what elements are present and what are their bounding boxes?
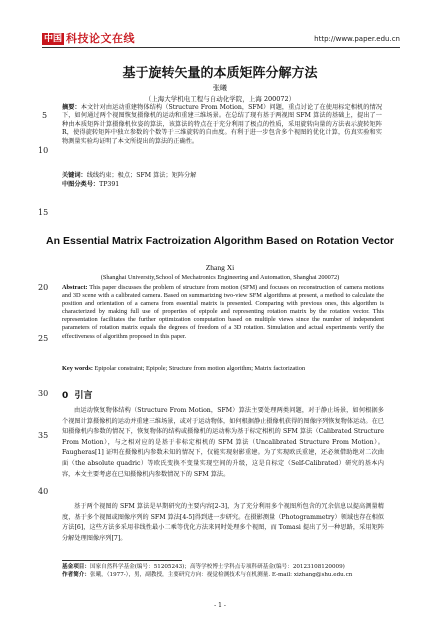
- keywords-label-en: Key words:: [62, 365, 93, 372]
- fund-text: 国家自然科学基金(编号：51205243)；高等学校博士学科点专项科研基金(编号：20123108120009): [89, 564, 345, 570]
- affiliation-cn: （上海大学机电工程与自动化学院，上海 200072）: [144, 95, 296, 103]
- line-number: 25: [38, 334, 49, 343]
- abstract-en: [62, 284, 384, 341]
- line-number: 10: [38, 146, 49, 155]
- abstract-label-cn: 摘要：: [62, 104, 81, 111]
- site-logo: [42, 33, 135, 45]
- page-number: - 1 -: [214, 602, 226, 609]
- line-number: 40: [38, 487, 49, 496]
- line-number: 35: [38, 431, 49, 440]
- section-number: 0: [62, 391, 69, 401]
- body-paragraph: 由运动恢复物体结构（Structure From Motion，SFM）算法主要处理两类问题，对于静止场景，如何根据多个视图计算摄像机的运动并重建三维场景，或对于运动物体，如何根据静止摄像机获得的图像序列恢复物体运动。在已知摄像机内参数的情况下，恢复物体的结构或摄像机的运动称为基于标定相机的 SFM 算法（Calibrated Structure From Motion），与之相对应的是基于非标定相机的 SFM 算法（Uncalibrated Structure From Motion）。Faugheras[1] 证明在摄像机内参数未知的情况下，仅能实现射影重建。为了实现欧氏重建，还必须借助绝对二次曲面（the absolute quadric）等欧氏变换不变量实现空间的升级，这是自标定（Self-Calibrated）研究的基本内容，本文主要考虑在已知摄像机内参数情况下的 SFM 算法。: [62, 407, 384, 478]
- abstract-cn: [62, 104, 382, 146]
- line-number: 30: [38, 389, 49, 398]
- clc-value: TP391: [99, 181, 120, 188]
- abstract-label-en: Abstract:: [62, 284, 88, 291]
- header-rule: [42, 47, 400, 48]
- footnote-fund: [62, 564, 384, 571]
- section-title: 引言: [74, 391, 93, 401]
- line-number: 15: [38, 208, 49, 217]
- body-paragraph: 基于两个视图的 SFM 算法是早期研究的主要内容[2-3]，为了充分利用多个视图所包含的冗余信息以提高测量精度，基于多个视图或图像序列的 SFM 算法[4-5]得到进一步研究。在摄影测量（Photogrammetry）领域也存在相似方法[6]，这些方法多采用非线性最小二乘等优化方法来同时处理多个视图，而 Tomasi 提出了另一种思路，采用矩阵分解处理图像序列[7]。: [62, 503, 384, 542]
- author-en: Zhang Xi: [205, 263, 235, 272]
- abstract-text-en: This paper discusses the problem of structure from motion (SFM) and focuses on reconstruction of camera motions and 3D scene with a calibrated camera. Based on summarizing two-view SFM algorithms at present, a method to calculate the position and orientation of a camera from essential matrix is presented. Comparing with previous ones, this algorithm is characterized by making full use of properties of epipole and representing rotation matrix by the rotation vector. This representation facilitates the further optimization computation based on multiple views since the number of independent parameters of rotation matrix equals the degrees of freedom of a 3D rotation. Simulation and actual experiments verify the effectiveness of algorithm proposed in this paper.: [62, 284, 384, 340]
- fund-label: 基金项目：: [62, 564, 90, 570]
- paper-title-en: An Essential Matrix Factroization Algorithm Based on Rotation Vector: [46, 235, 394, 247]
- line-number: 20: [38, 283, 49, 292]
- keywords-en: [62, 365, 384, 373]
- keywords-text-en: Epipolar constraint; Epipole; Structure from motion algorithm; Matrix factorization: [94, 365, 306, 372]
- clc-cn: [62, 181, 382, 189]
- keywords-cn: [62, 172, 382, 180]
- header-url[interactable]: http://www.paper.edu.cn: [314, 35, 400, 43]
- footnote-rule: [62, 560, 182, 561]
- author-cn: 张曦: [213, 84, 227, 92]
- keywords-text-cn: 线线约束；极点；SFM 算法；矩阵分解: [86, 172, 197, 179]
- line-number: 5: [42, 111, 48, 120]
- author-bio-text: 张曦，（1977-），男，副教授，主要研究方向：视觉检测技术与在机测量. E-mail: xizhang@shu.edu.cn: [89, 572, 353, 578]
- abstract-text-cn: 本文针对由运动重建物体结构（Structure From Motion，SFM）问题，重点讨论了在使用标定相机的情况下，如何通过两个视图恢复摄像机的运动和重建三维场景。在总结了现有基于两视图 SFM 算法的基础上，提出了一种由本质矩阵计算摄像机位姿的算法，该算法的特点在于充分利用了极点的性质，采用旋转向量的方法表示旋转矩阵 R，使得旋转矩阵中独立参数的个数等于三维旋转的自由度。有利于进一步包含多个视图的优化计算，仿真实验和实物测量实验均证明了本文所提出的算法的正确性。: [62, 104, 383, 145]
- affiliation-en: (Shanghai University,School of Mechatronics Engineering and Automation, Shanghai 200072): [100, 274, 340, 281]
- footnote-author: [62, 572, 384, 579]
- author-bio-label: 作者简介：: [62, 572, 90, 578]
- keywords-label-cn: 关键词：: [62, 172, 87, 179]
- paper-title-cn: 基于旋转矢量的本质矩阵分解方法: [122, 66, 318, 81]
- logo-badge: 中国: [44, 34, 63, 44]
- clc-label: 中图分类号：: [62, 181, 100, 188]
- logo-text: 科技论文在线: [66, 32, 136, 45]
- section-heading: [62, 388, 93, 401]
